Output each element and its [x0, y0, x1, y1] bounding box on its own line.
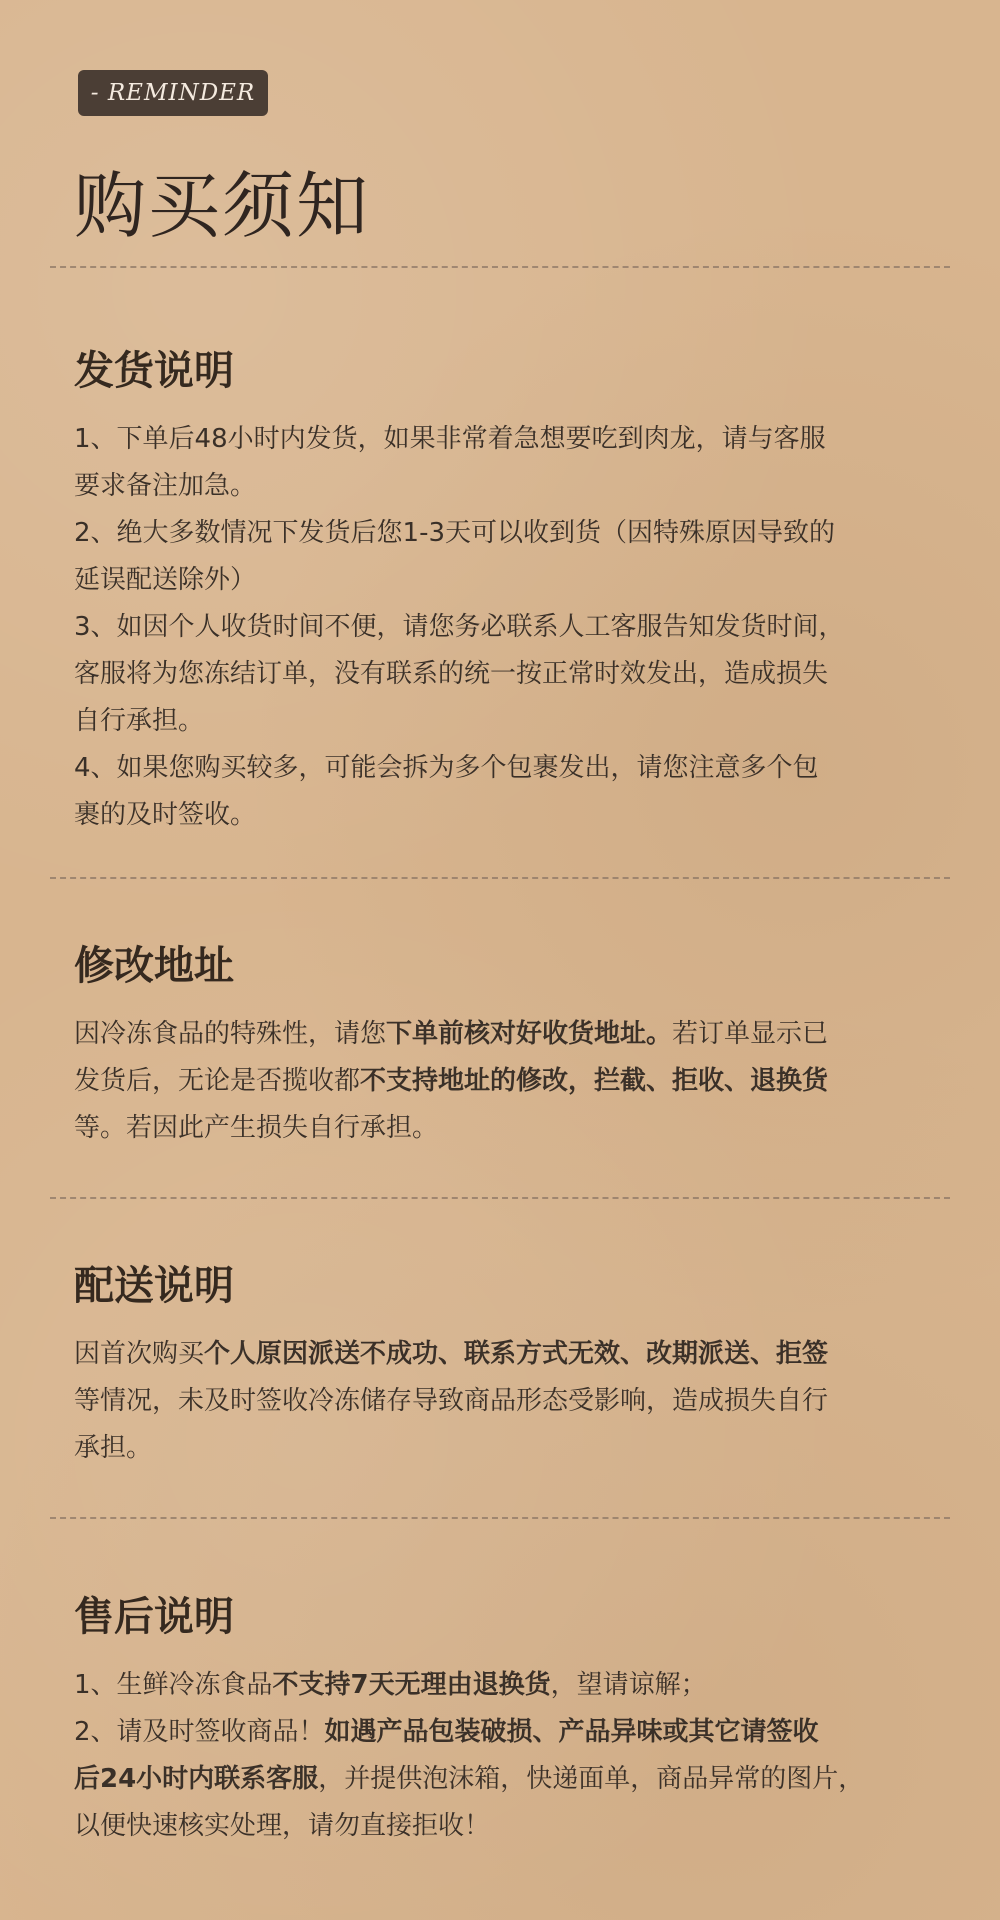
shipping-line: 自行承担。	[74, 706, 205, 736]
address-line-3: 等。若因此产生损失自行承担。	[74, 1113, 439, 1143]
address-text: 发货后，无论是否揽收都	[74, 1066, 361, 1096]
shipping-line: 1、下单后48小时内发货，如果非常着急想要吃到肉龙，请与客服	[74, 424, 826, 454]
aftersales-line-3	[74, 1756, 934, 1803]
aftersales-text: ，望请谅解；	[550, 1670, 707, 1700]
aftersales-highlight: 后24小时内联系客服	[74, 1764, 319, 1794]
address-highlight: 不支持地址的修改，拦截、拒收、退换货	[360, 1066, 829, 1096]
address-text: 若订单显示已	[672, 1019, 829, 1049]
address-text: 因冷冻食品的特殊性，请您	[74, 1019, 387, 1049]
shipping-line: 要求备注加急。	[74, 471, 257, 501]
divider	[50, 1517, 950, 1519]
reminder-badge: - REMINDER	[78, 70, 268, 116]
aftersales-text: 2、请及时签收商品！	[74, 1717, 325, 1747]
aftersales-highlight: 不支持7天无理由退换货	[272, 1670, 551, 1700]
address-title: 修改地址	[74, 943, 234, 989]
delivery-highlight: 个人原因派送不成功、联系方式无效、改期派送、拒签	[204, 1339, 829, 1369]
shipping-title: 发货说明	[74, 348, 234, 394]
address-line-2	[74, 1058, 934, 1105]
address-line-1	[74, 1011, 934, 1058]
shipping-line: 4、如果您购买较多，可能会拆为多个包裹发出，请您注意多个包	[74, 753, 819, 783]
shipping-line: 2、绝大多数情况下发货后您1-3天可以收到货（因特殊原因导致的	[74, 518, 836, 548]
aftersales-section	[74, 1585, 934, 1850]
aftersales-highlight: 如遇产品包装破损、产品异味或其它请签收	[324, 1717, 819, 1747]
shipping-line: 客服将为您冻结订单，没有联系的统一按正常时效发出，造成损失	[74, 659, 829, 689]
aftersales-line-4: 以便快速核实处理，请勿直接拒收！	[74, 1811, 491, 1841]
shipping-line: 3、如因个人收货时间不便，请您务必联系人工客服告知发货时间，	[74, 612, 845, 642]
aftersales-line-1	[74, 1662, 934, 1709]
divider	[50, 1197, 950, 1199]
divider	[50, 266, 950, 268]
aftersales-line-2	[74, 1709, 934, 1756]
shipping-section	[74, 339, 934, 839]
shipping-line: 延误配送除外）	[74, 565, 257, 595]
delivery-line-1	[74, 1331, 934, 1378]
address-section	[74, 934, 934, 1152]
delivery-title: 配送说明	[74, 1263, 234, 1309]
aftersales-title: 售后说明	[74, 1594, 234, 1640]
shipping-line: 裹的及时签收。	[74, 800, 257, 830]
delivery-text: 因首次购买	[74, 1339, 205, 1369]
aftersales-text: ，并提供泡沫箱，快递面单，商品异常的图片，	[318, 1764, 865, 1794]
delivery-section	[74, 1254, 934, 1472]
divider	[50, 877, 950, 879]
address-highlight: 下单前核对好收货地址。	[386, 1019, 673, 1049]
delivery-line-2: 等情况，未及时签收冷冻储存导致商品形态受影响，造成损失自行	[74, 1386, 829, 1416]
aftersales-text: 1、生鲜冷冻食品	[74, 1670, 273, 1700]
delivery-line-3: 承担。	[74, 1433, 153, 1463]
page-title: 购买须知	[74, 164, 371, 248]
